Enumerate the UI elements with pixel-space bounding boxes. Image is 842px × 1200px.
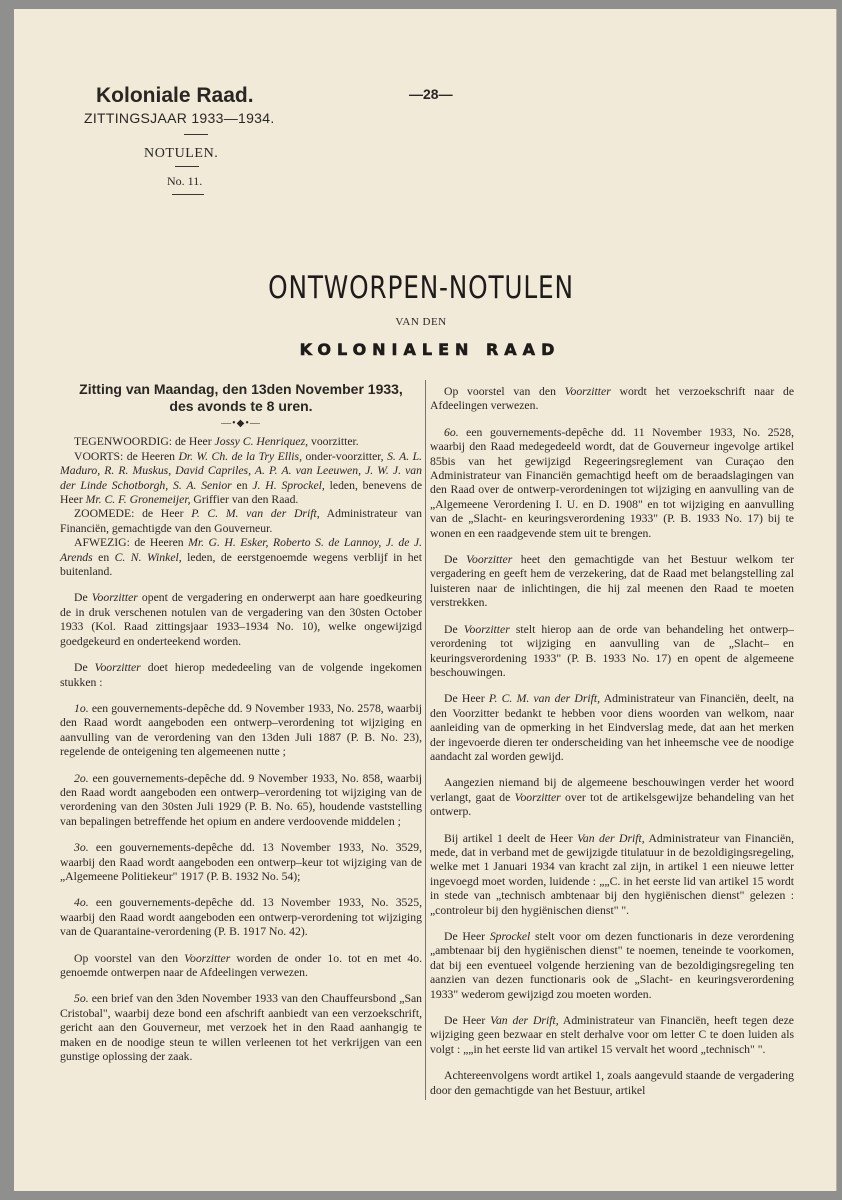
sitting-line-2: des avonds te 8 uren.: [169, 398, 313, 414]
main-title: ONTWORPEN-NOTULEN: [268, 270, 574, 306]
paragraph-r6: Aangezien niemand bij de algemeene beschouwingen verder het woord verlangt, gaat de Voorzitter over tot de artikelsgewijze behandeling van het ontwerp.: [430, 776, 794, 819]
council-title: Koloniale Raad.: [96, 84, 254, 107]
divider: [175, 166, 199, 167]
ornament: —•◆•—: [221, 418, 261, 429]
banner-text: KOLONIALEN RAAD: [299, 340, 561, 358]
paragraph-r4: De Voorzitter stelt hierop aan de orde van behandeling het ontwerp–verordening tot wijziging en aanvulling van de „Slacht– en keuringsverordening 1933" (P. B. 1933 No. 17) en opent de algemeene beschouwingen.: [430, 622, 794, 679]
item-1: 1o. een gouvernements-depêche dd. 9 November 1933, No. 2578, waarbij den Raad wordt aangeboden een ontwerp–verordening tot wijziging en aanvulling van de verordening van den 13den Juli 1887 (P. B. No. 23), regelende de onteigening ten algemeenen nutte ;: [60, 701, 422, 759]
session-year: ZITTINGSJAAR 1933—1934.: [84, 110, 275, 126]
subtitle-van-den: VAN DEN: [395, 316, 447, 328]
page-number: —28—: [409, 86, 453, 102]
notulen-number: No. 11.: [167, 174, 203, 188]
paragraph-r8: De Heer Sprockel stelt voor om dezen functionaris in deze verordening „ambtenaar bij den hygiënischen dienst" te noemen, teneinde te voorkomen, dat bij een eventueel volgende herziening van de bezoldigingsregeling ten aanzien van dezen functionaris ook de „Slacht- en keuringsverordening 1933" wederom gewijzigd zou moeten worden.: [430, 930, 795, 1001]
paragraph-r3: De Voorzitter heet den gemachtigde van het Bestuur welkom ter vergadering en geeft hem de verzekering, dat de Raad met belangstelling zal luisteren naar de inlichtingen, die hij zal meenen den Raad te moeten verstrekken.: [430, 553, 794, 610]
attendance-voorts: VOORTS: de Heeren Dr. W. Ch. de la Try Ellis, onder-voorzitter, S. A. L. Maduro, R. R. Muskus, David Capriles, A. P. A. van Leeuwen, J. W. J. van der Linde Schotborgh, S. A. Senior en J. H. Sprockel, leden, benevens de Heer Mr. C. F. Gronemeijer, Griffier van den Raad.: [60, 449, 423, 507]
attendance-afwezig: AFWEZIG: de Heeren Mr. G. H. Esker, Roberto S. de Lannoy, J. de J. Arends en C. N. Winkel, leden, de eerstgenoemde wegens verblijf in het buitenland.: [60, 536, 422, 579]
sitting-line-1: Zitting van Maandag, den 13den November 1933,: [79, 381, 403, 397]
kolonialen-raad-banner: [196, 340, 664, 358]
paragraph-r1: Op voorstel van den Voorzitter wordt het verzoekschrift naar de Afdeelingen verwezen.: [430, 385, 795, 413]
paragraph-mededeeling: De Voorzitter doet hierop mededeeling van de volgende ingekomen stukken :: [60, 661, 422, 689]
paragraph-r7: Bij artikel 1 deelt de Heer Van der Drift, Administrateur van Financiën, mede, dat in verband met de gewijzigde titulatuur in de bezoldigingsregeling, welke met 1 Januari 1934 van kracht zal zijn, in artikel 1 een nieuwe letter ingevoegd moet worden, luidende : „„C. in het eerste lid van artikel 15 wordt in stede van „technisch ambtenaar bij den hygiënischen dienst" gelezen : „controleur bij den hygiënischen dienst" ".: [430, 831, 795, 917]
left-column: [60, 381, 422, 1076]
paragraph-r10: Achtereenvolgens wordt artikel 1, zoals aangevuld staande de vergadering door den gemachtigde van het Bestuur, artikel: [430, 1069, 794, 1097]
divider: [172, 194, 204, 195]
paragraph-opening: De Voorzitter opent de vergadering en onderwerpt aan hare goedkeuring de in druk verschenen notulen van de vergadering van den 30sten October 1933 (Kol. Raad zittingsjaar 1933–1934 No. 10), welke ongewijzigd goedgekeurd en onderteekend worden.: [60, 591, 422, 648]
paragraph-r9: De Heer Van der Drift, Administrateur van Financiën, heeft tegen deze wijziging geen bezwaar en stelt derhalve voor om letter C te doen luiden als volgt : „„in het eerste lid van artikel 15 vervalt het woord „technisch" ".: [430, 1014, 794, 1056]
right-column: [430, 385, 794, 1110]
notulen-label: NOTULEN.: [144, 146, 219, 161]
column-divider: [425, 380, 426, 1100]
attendance-zoomede: ZOOMEDE: de Heer P. C. M. van der Drift, Administrateur van Financiën, gemachtigde van den Gouverneur.: [60, 507, 422, 535]
paragraph-verwezen: Op voorstel van den Voorzitter worden de onder 1o. tot en met 4o. genoemde ontwerpen naar de Afdeelingen verwezen.: [60, 951, 422, 979]
item-2: 2o. een gouvernements-depêche dd. 9 November 1933, No. 858, waarbij den Raad wordt aangeboden een ontwerp–verordening tot wijziging van de verordening van den 30sten Juli 1929 (P. B. No. 65), houdende vaststelling van bepalingen betreffende het opium en andere verdoovende middelen ;: [60, 771, 422, 828]
item-4: 4o. een gouvernements-depêche dd. 13 November 1933, No. 3525, waarbij den Raad wordt aangeboden een ontwerp-verordening tot wijziging van de Quarantaine-verordening (P. B. 1917 No. 42).: [60, 896, 422, 939]
divider: [184, 134, 208, 135]
attendance-present: TEGENWOORDIG: de Heer Jossy C. Henriquez, voorzitter.: [74, 435, 359, 449]
item-6: 6o. een gouvernements-depêche dd. 11 November 1933, No. 2528, waarbij den Raad medegedeeld wordt, dat de Gouverneur ingevolge artikel 85bis van het gewijzigd Regeeringsreglement van Curaçao den Administrateur van Financiën gemachtigd heeft om de beraadslagingen van den Raad over de ontwerp-verordeningen tot wijziging en aanvulling van de „Algemeene Verordening I. U. en D. 1908" en tot wijziging en aanvulling van de „Slacht- en keuringsverordening 1933" (P. B. 1933 No. 17) bij te wonen en een raadgevende stem uit te brengen.: [430, 425, 794, 540]
sitting-heading: [60, 381, 422, 415]
item-3: 3o. een gouvernements-depêche dd. 13 November 1933, No. 3529, waarbij den Raad wordt aangeboden een ontwerp–keur tot wijziging van de „Algemeene Politiekeur" 1917 (P. B. 1932 No. 54);: [60, 841, 422, 883]
item-5: 5o. een brief van den 3den November 1933 van den Chauffeursbond „San Cristobal", waarbij deze bond een afschrift aanbiedt van een verzoekschrift, gericht aan den Gouverneur, met verzoek het in den Raad aanhangig te maken en de noodige steun te willen verleenen tot het verkrijgen van een gunstige oplossing der zaak.: [60, 992, 422, 1064]
paragraph-r5: De Heer P. C. M. van der Drift, Administrateur van Financiën, deelt, na den Voorzitter bedankt te hebben voor diens woorden van welkom, naar aanleiding van de opmerking in het Eindverslag mede, dat aan het merken der ingevoerde dieren ter onderscheiding van het inheemsche vee de noodige aandacht zal worden gewijd.: [430, 692, 794, 763]
